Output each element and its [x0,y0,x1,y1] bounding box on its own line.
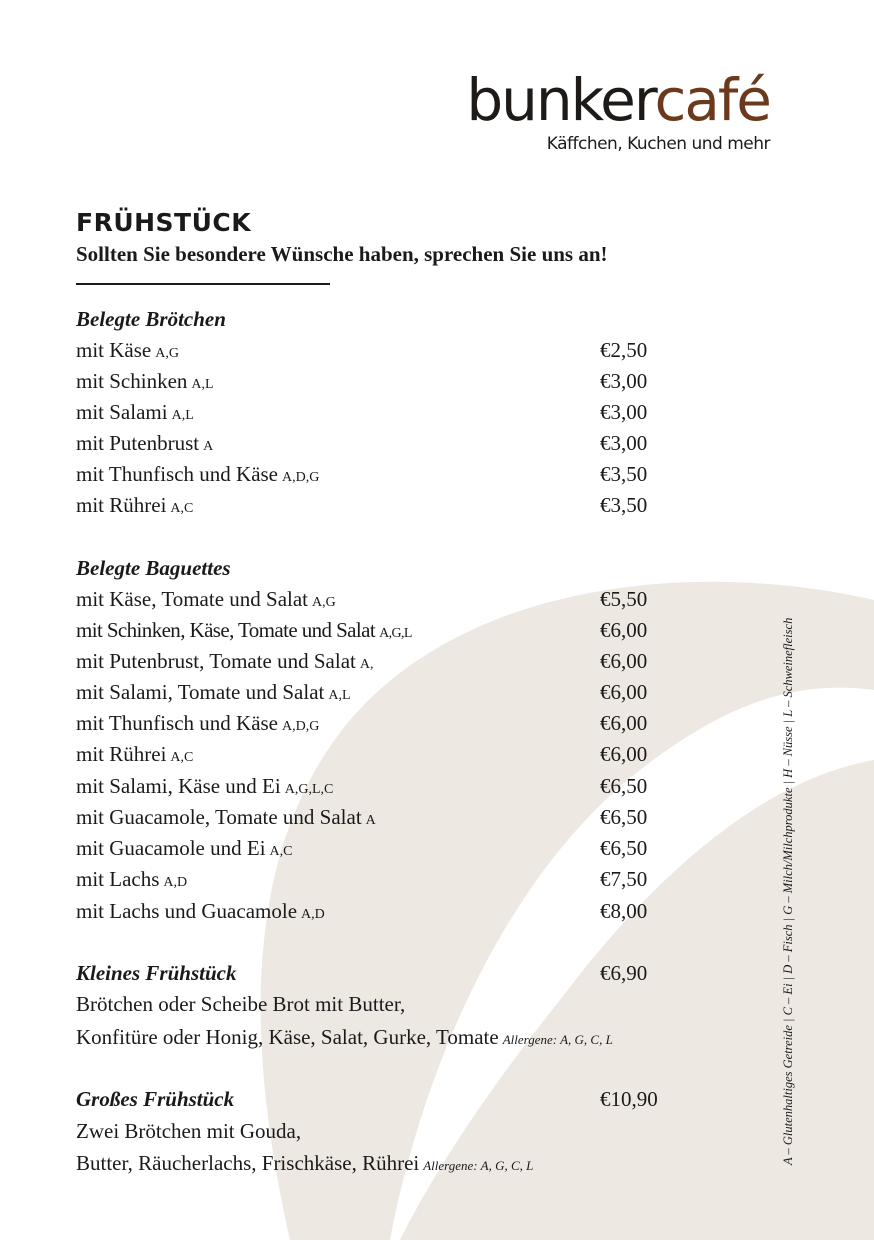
item-allergens: A,L [191,377,214,392]
menu-item [76,367,214,399]
menu-item [76,772,333,804]
item-name: mit Salami, Tomate und Salat [76,680,325,704]
item-allergens: A,D [163,875,188,890]
item-price: €2,50 [600,338,648,362]
kleines-description-line1: Brötchen oder Scheibe Brot mit Butter, [76,992,406,1016]
item-price: €7,50 [600,867,648,891]
section-title-kleines: Kleines Frühstück [76,961,237,985]
item-price: €6,00 [600,618,648,642]
grosses-description-line2 [76,1149,533,1180]
page-subtitle: Sollten Sie besondere Wünsche haben, sprechen Sie uns an! [76,242,608,266]
item-allergens: A,G,L [379,626,412,641]
brand-word-dark: bunker [466,66,655,134]
kleines-price: €6,90 [600,961,648,985]
section-title-brotchen: Belegte Brötchen [76,307,226,331]
item-price: €3,50 [600,462,648,486]
item-price: €3,50 [600,493,648,517]
item-name: mit Rührei [76,493,167,517]
item-name: mit Guacamole, Tomate und Salat [76,805,362,829]
item-price: €8,00 [600,899,648,923]
item-price: €6,50 [600,774,648,798]
grosses-allergens: Allergene: A, G, C, L [423,1158,534,1173]
menu-item [76,460,319,492]
menu-item [76,678,351,710]
menu-item [76,585,336,617]
item-price: €3,00 [600,400,648,424]
item-name: mit Putenbrust, Tomate und Salat [76,649,356,673]
menu-item [76,616,412,648]
grosses-description-line1: Zwei Brötchen mit Gouda, [76,1119,302,1143]
item-name: mit Lachs [76,867,160,891]
item-allergens: A,G [312,595,336,610]
item-name: mit Lachs und Guacamole [76,899,298,923]
item-name: mit Rührei [76,742,167,766]
brand-logo [466,68,770,154]
menu-item [76,647,374,679]
menu-item [76,491,193,523]
item-allergens: A [203,439,214,454]
brand-tagline: Käffchen, Kuchen und mehr [546,134,770,154]
item-price: €6,50 [600,805,648,829]
menu-item [76,865,187,897]
menu-item [76,740,193,772]
item-name: mit Salami [76,400,168,424]
item-allergens: A, [359,657,374,672]
grosses-description-text: Butter, Räucherlachs, Frischkäse, Rührei [76,1151,420,1175]
item-allergens: A,G,L,C [284,782,334,797]
menu-item [76,398,194,430]
item-name: mit Käse, Tomate und Salat [76,587,309,611]
item-name: mit Käse [76,338,152,362]
item-allergens: A [365,813,376,828]
menu-item [76,429,213,461]
item-allergens: A,C [170,750,194,765]
brand-wordmark [466,68,770,132]
item-allergens: A,D,G [282,719,320,734]
page-title: FRÜHSTÜCK [76,208,252,237]
title-divider [76,283,330,285]
kleines-description-text: Konfitüre oder Honig, Käse, Salat, Gurke, Tomate [76,1025,499,1049]
kleines-description-line2 [76,1023,613,1054]
item-price: €6,00 [600,649,648,673]
item-price: €6,50 [600,836,648,860]
grosses-price: €10,90 [600,1087,658,1111]
item-price: €6,00 [600,680,648,704]
item-allergens: A,L [328,688,351,703]
item-price: €6,00 [600,711,648,735]
item-price: €3,00 [600,431,648,455]
allergen-legend: A – Glutenhaltiges Getreide | C – Ei | D – Fisch | G – Milch/Milchprodukte | H – Nüsse | L – Schweinefleisch [781,617,795,1165]
section-title-grosses: Großes Frühstück [76,1087,235,1111]
item-price: €6,00 [600,742,648,766]
item-name: mit Guacamole und Ei [76,836,266,860]
menu-item [76,897,325,929]
item-name: mit Thunfisch und Käse [76,711,279,735]
item-allergens: A,L [171,408,194,423]
item-name: mit Salami, Käse und Ei [76,774,281,798]
item-price: €3,00 [600,369,648,393]
item-allergens: A,C [170,501,194,516]
item-allergens: A,D [301,907,325,922]
section-title-baguettes: Belegte Baguettes [76,556,231,580]
kleines-allergens: Allergene: A, G, C, L [502,1032,613,1047]
item-name: mit Putenbrust [76,431,200,455]
brand-word-accent: café [654,66,770,134]
menu-item [76,709,319,741]
menu-item [76,834,293,866]
item-allergens: A,G [155,346,179,361]
menu-item [76,336,179,368]
item-price: €5,50 [600,587,648,611]
item-name: mit Thunfisch und Käse [76,462,279,486]
item-name: mit Schinken [76,369,188,393]
item-name: mit Schinken, Käse, Tomate und Salat [76,618,376,642]
item-allergens: A,D,G [282,470,320,485]
item-allergens: A,C [269,844,293,859]
menu-item [76,803,376,835]
